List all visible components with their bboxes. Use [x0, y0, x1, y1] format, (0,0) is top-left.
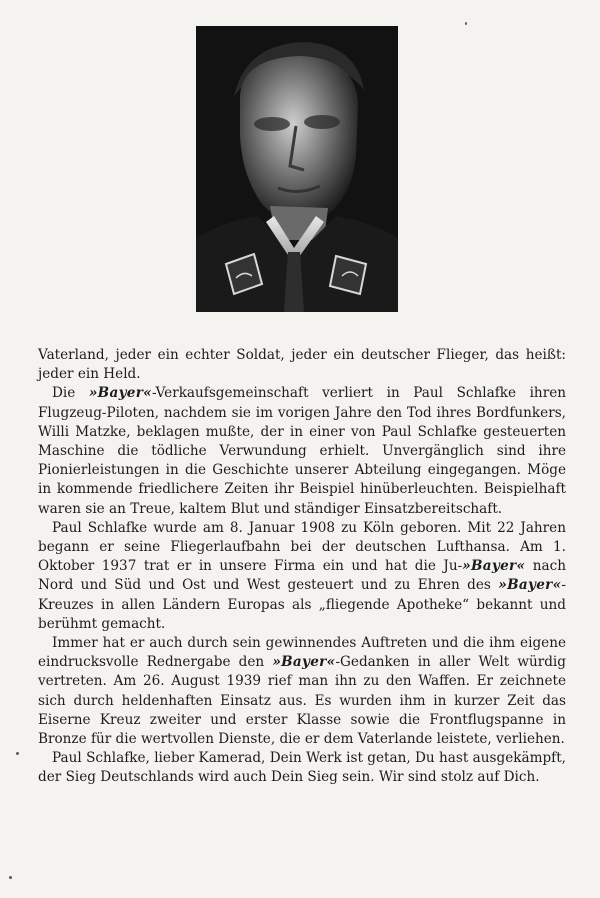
text-run: Vaterland, jeder ein echter Soldat, jeder ein deutscher Flieger, das heißt: jeder ein Held. [38, 347, 566, 383]
article-body [38, 346, 566, 788]
paragraph [38, 749, 566, 787]
portrait-photo [196, 26, 398, 312]
brand-name: »Bayer« [272, 654, 336, 671]
brand-name: »Bayer« [88, 385, 152, 402]
text-run: Paul Schlafke wurde am 8. Januar 1908 zu Köln geboren. Mit 22 Jahren begann er seine Fliegerlaufbahn bei der deutschen Lufthansa. Am 1. Oktober 1937 trat er in unsere Firma ein und hat die Ju- [38, 519, 566, 575]
text-run: Paul Schlafke, lieber Kamerad, Dein Werk ist getan, Du hast ausgekämpft, der Sieg Deutschlands wird auch Dein Sieg sein. Wir sind stolz auf Dich. [38, 750, 566, 786]
text-run: -Verkaufsgemeinschaft verliert in Paul Schlafke ihren Flugzeug-Piloten, nachdem sie im vorigen Jahre den Tod ihres Bordfunkers, Willi Matzke, beklagen mußte, der in einer von Paul Schlafke gesteuerten Maschine die tödliche Verwundung erhielt. Unvergänglich sind ihre Pionierleistungen in die Geschichte unserer Abteilung eingegangen. Möge in kommende friedlichere Zeiten ihr Beispiel hinüberleuchten. Beispielhaft waren sie an Treue, kaltem Blut und ständiger Einsatzbereitschaft. [38, 385, 566, 517]
text-run: Immer hat er auch durch sein gewinnendes Auftreten und die ihm eigene eindrucksvolle Rednergabe den [38, 635, 566, 671]
scan-speck [9, 876, 12, 879]
scan-speck [465, 22, 467, 25]
paragraph [38, 519, 566, 634]
brand-name: »Bayer« [498, 577, 562, 594]
text-run: -Kreuzes in allen Ländern Europas als „fliegende Apotheke“ bekannt und berühmt gemacht. [38, 577, 566, 632]
brand-name: »Bayer« [462, 558, 526, 575]
paragraph [38, 384, 566, 518]
text-run: -Gedanken in aller Welt würdig vertreten. Am 26. August 1939 rief man ihn zu den Waffen. Er zeichnete sich durch heldenhaften Einsatz aus. Es wurden ihm in kurzer Zeit das Eiserne Kreuz zweiter und erster Klasse sowie die Frontflugspanne in Bronze für die wertvollen Dienste, die er dem Vaterlande leistete, verliehen. [38, 654, 566, 748]
scan-speck [16, 752, 19, 755]
paragraph [38, 346, 566, 384]
text-run: Die [52, 385, 89, 402]
text-run: nach Nord und Süd und Ost und West gesteuert und zu Ehren des [38, 558, 566, 594]
paragraph [38, 634, 566, 749]
